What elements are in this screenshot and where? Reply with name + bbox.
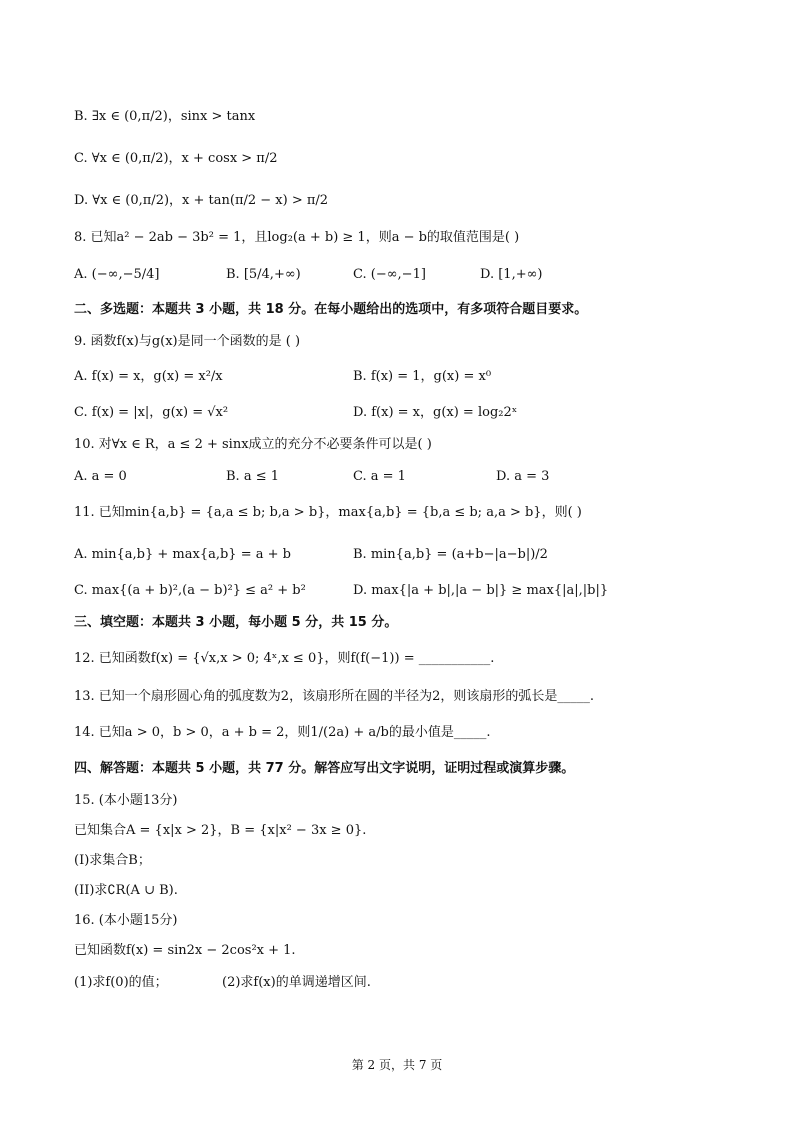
q8-option-b: B. [5/4,+∞) bbox=[226, 267, 301, 282]
section-2-header: 二、多选题：本题共 3 小题，共 18 分。在每小题给出的选项中，有多项符合题目要求。 bbox=[74, 302, 588, 317]
question-10: 10. 对∀x ∈ R，a ≤ 2 + sinx成立的充分不必要条件可以是( ) bbox=[74, 437, 432, 452]
question-14: 14. 已知a > 0，b > 0，a + b = 2，则1/(2a) + a/b的最小值是_____. bbox=[74, 725, 491, 740]
question-13: 13. 已知一个扇形圆心角的弧度数为2，该扇形所在圆的半径为2，则该扇形的弧长是_____. bbox=[74, 689, 594, 704]
question-11: 11. 已知min{a,b} = {a,a ≤ b; b,a > b}，max{a,b} = {b,a ≤ b; a,a > b}，则( ) bbox=[74, 505, 582, 520]
section-4-header: 四、解答题：本题共 5 小题，共 77 分。解答应写出文字说明，证明过程或演算步骤。 bbox=[74, 761, 575, 776]
q8-option-c: C. (−∞,−1] bbox=[353, 267, 426, 282]
q11-option-c: C. max{(a + b)²,(a − b)²} ≤ a² + b² bbox=[74, 583, 306, 598]
question-16-stem: 已知函数f(x) = sin2x − 2cos²x + 1. bbox=[74, 943, 296, 958]
q8-option-d: D. [1,+∞) bbox=[480, 267, 543, 282]
question-9: 9. 函数f(x)与g(x)是同一个函数的是 ( ) bbox=[74, 334, 301, 349]
question-15-part-2: (II)求∁R(A ∪ B). bbox=[74, 883, 178, 898]
q7-option-d: D. ∀x ∈ (0,π/2)，x + tan(π/2 − x) > π/2 bbox=[74, 193, 329, 208]
question-16-part-1: (1)求f(0)的值； bbox=[74, 975, 168, 990]
question-15-part-1: (I)求集合B； bbox=[74, 853, 151, 868]
question-15-stem: 已知集合A = {x|x > 2}，B = {x|x² − 3x ≥ 0}. bbox=[74, 823, 367, 838]
page-footer: 第 2 页，共 7 页 bbox=[351, 1058, 443, 1072]
question-8: 8. 已知a² − 2ab − 3b² = 1，且log₂(a + b) ≥ 1，则a − b的取值范围是( ) bbox=[74, 230, 520, 245]
q7-option-b: B. ∃x ∈ (0,π/2)，sinx > tanx bbox=[74, 109, 256, 124]
q10-option-b: B. a ≤ 1 bbox=[226, 469, 279, 484]
question-12: 12. 已知函数f(x) = {√x,x > 0; 4ˣ,x ≤ 0}，则f(f(−1)) = ___________. bbox=[74, 651, 495, 666]
q10-option-d: D. a = 3 bbox=[496, 469, 550, 484]
q9-option-b: B. f(x) = 1，g(x) = x⁰ bbox=[353, 369, 492, 384]
q9-option-d: D. f(x) = x，g(x) = log₂2ˣ bbox=[353, 405, 518, 420]
q9-option-a: A. f(x) = x，g(x) = x²/x bbox=[74, 369, 223, 384]
q10-option-a: A. a = 0 bbox=[74, 469, 127, 484]
question-16-title: 16. (本小题15分) bbox=[74, 913, 178, 928]
q9-option-c: C. f(x) = |x|，g(x) = √x² bbox=[74, 405, 229, 420]
q10-option-c: C. a = 1 bbox=[353, 469, 406, 484]
question-16-part-2: (2)求f(x)的单调递增区间. bbox=[222, 975, 371, 990]
q11-option-d: D. max{|a + b|,|a − b|} ≥ max{|a|,|b|} bbox=[353, 583, 609, 598]
q8-option-a: A. (−∞,−5/4] bbox=[74, 267, 160, 282]
question-15-title: 15. (本小题13分) bbox=[74, 793, 178, 808]
q7-option-c: C. ∀x ∈ (0,π/2)，x + cosx > π/2 bbox=[74, 151, 278, 166]
section-3-header: 三、填空题：本题共 3 小题，每小题 5 分，共 15 分。 bbox=[74, 615, 398, 630]
q11-option-b: B. min{a,b} = (a+b−|a−b|)/2 bbox=[353, 547, 548, 562]
q11-option-a: A. min{a,b} + max{a,b} = a + b bbox=[74, 547, 291, 562]
